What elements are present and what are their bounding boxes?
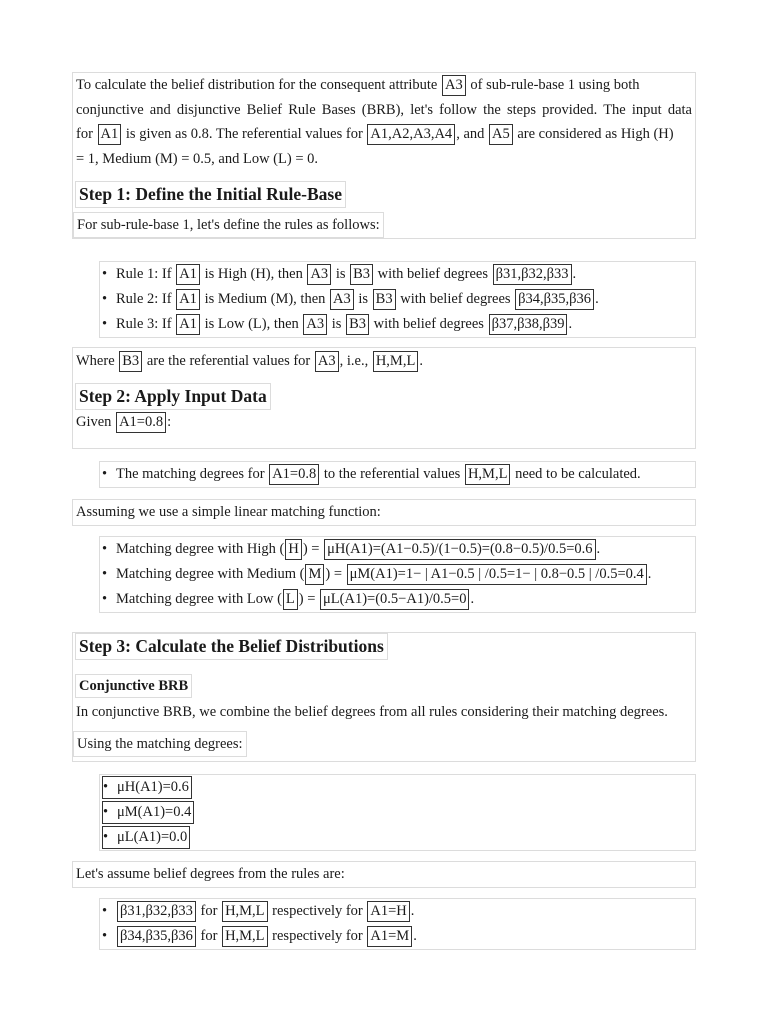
text-span: H,M,L [465, 464, 510, 485]
text-span: The matching degrees for [116, 466, 265, 482]
text-span: H,M,L [222, 926, 267, 947]
list-item: • Matching degree with Low ( L ) = μL(A1)=(0.5−A1)/0.5=0 . [100, 587, 695, 612]
text-span: To calculate the belief distribution for the consequent attribute [76, 77, 438, 93]
text-span: . [470, 591, 475, 607]
text-span: H,M,L [222, 901, 267, 922]
step3-block [72, 632, 696, 762]
text-span: . [647, 566, 652, 582]
text-span: of sub-rule-base 1 using both [470, 77, 640, 93]
text-span: is High (H), then [204, 266, 303, 282]
math-a1-a4: A1,A2,A3,A4 [367, 124, 455, 145]
rules-list [99, 261, 696, 338]
text-span: H,M,L [373, 351, 418, 372]
text-span: Matching degree with High ( [116, 541, 285, 557]
text-span: A1=H [367, 901, 409, 922]
text-span: M [305, 564, 324, 585]
intro-paragraph [72, 72, 696, 239]
list-item: • μM(A1)=0.4 [100, 800, 695, 825]
intro-line-4: = 1, Medium (M) = 0.5, and Low (L) = 0. [76, 150, 318, 167]
text-span: . [413, 928, 417, 944]
text-span: A1 [176, 314, 200, 335]
math-a5: A5 [489, 124, 513, 145]
intro-line-2: conjunctive and disjunctive Belief Rule Bases (BRB), let's follow the steps provided. The input data [76, 101, 692, 118]
text-span: β34,β35,β36 [117, 926, 196, 947]
text-span: to the referential values [323, 466, 461, 482]
text-span: are the referential values for [146, 353, 311, 369]
text-span: A1 [176, 264, 200, 285]
math-a1: A1 [98, 124, 122, 145]
text-span: Rule 1: If [116, 266, 172, 282]
text-span: is Low (L), then [204, 316, 299, 332]
text-span: . [572, 266, 577, 282]
text-span: A3 [315, 351, 339, 372]
text-span: A3 [330, 289, 354, 310]
step2-heading: Step 2: Apply Input Data [75, 383, 271, 410]
step1-text: For sub-rule-base 1, let's define the rules as follows: [73, 212, 384, 239]
degrees-list [99, 536, 696, 613]
text-span: with belief degrees [377, 266, 488, 282]
text-span: Matching degree with Low ( [116, 591, 282, 607]
text-span: Assuming we use a simple linear matching function: [76, 504, 381, 520]
list-item: • Matching degree with Medium ( M ) = μM(A1)=1− | A1−0.5 | /0.5=1− | 0.8−0.5 | /0.5=0.4 . [100, 562, 695, 587]
text-span: . [596, 541, 601, 557]
text-span: with belief degrees [400, 291, 511, 307]
list-item: • β31,β32,β33 for H,M,L respectively for A1=H . [100, 899, 695, 924]
text-span: Let's assume belief degrees from the rules are: [76, 866, 345, 882]
text-span: is Medium (M), then [204, 291, 326, 307]
list-item: • The matching degrees for A1=0.8 to the referential values H,M,L need to be calculated. [100, 462, 695, 487]
list-item: • Matching degree with High ( H ) = μH(A1)=(A1−0.5)/(1−0.5)=(0.8−0.5)/0.5=0.6 . [100, 537, 695, 562]
text-span: B3 [119, 351, 142, 372]
text-span: β37,β38,β39 [489, 314, 568, 335]
text-span: Rule 3: If [116, 316, 172, 332]
mu-list [99, 774, 696, 851]
step2-block [72, 347, 696, 449]
where-line [73, 348, 695, 374]
list-item: • Rule 1: If A1 is High (H), then A3 is B3 with belief degrees β31,β32,β33 . [100, 262, 695, 287]
text-span: , and [456, 126, 485, 142]
text-span: μL(A1)=0.0 [117, 829, 188, 845]
step1-heading: Step 1: Define the Initial Rule-Base [75, 181, 346, 208]
text-span: A3 [303, 314, 327, 335]
text-span: is [358, 291, 369, 307]
list-item: • Rule 2: If A1 is Medium (M), then A3 is B3 with belief degrees β34,β35,β36 . [100, 287, 695, 312]
text-span: Matching degree with Medium ( [116, 566, 305, 582]
list-item: • β34,β35,β36 for H,M,L respectively for A1=M . [100, 924, 695, 949]
text-span: Given [76, 414, 112, 430]
text-span: for [200, 903, 218, 919]
text-span: . [568, 316, 573, 332]
text-span: : [167, 414, 172, 430]
list-item: • μH(A1)=0.6 [100, 775, 695, 800]
text-span: need to be calculated. [515, 466, 641, 482]
text-span: for [200, 928, 218, 944]
text-span: μM(A1)=0.4 [117, 804, 192, 820]
intro-line-1 [73, 73, 695, 98]
text-span: β31,β32,β33 [493, 264, 572, 285]
text-span: A1=0.8 [116, 412, 166, 433]
text-span: H [285, 539, 301, 560]
text-span: ) = [302, 541, 320, 557]
text-span: . [419, 353, 423, 369]
text-span: respectively for [272, 903, 363, 919]
step3-subheading: Conjunctive BRB [75, 674, 192, 698]
beliefs-list [99, 898, 696, 950]
text-span: ) = [298, 591, 316, 607]
text-span: μM(A1)=1− | A1−0.5 | /0.5=1− | 0.8−0.5 | /0.5=0.4 [347, 564, 647, 585]
text-span: μL(A1)=(0.5−A1)/0.5=0 [320, 589, 469, 610]
text-span: is [335, 266, 346, 282]
intro-line-3 [73, 122, 695, 147]
step3-text: In conjunctive BRB, we combine the belief degrees from all rules considering their matching degrees. [76, 704, 668, 720]
text-span: Rule 2: If [116, 291, 172, 307]
assume-paragraph [72, 499, 696, 526]
text-span: L [283, 589, 298, 610]
math-a3: A3 [442, 75, 466, 96]
text-span: B3 [373, 289, 396, 310]
using-text: Using the matching degrees: [73, 731, 247, 758]
step3-heading: Step 3: Calculate the Belief Distributions [75, 633, 388, 660]
list-item: • Rule 3: If A1 is Low (L), then A3 is B3 with belief degrees β37,β38,β39 . [100, 312, 695, 337]
text-span: μH(A1)=(A1−0.5)/(1−0.5)=(0.8−0.5)/0.5=0.6 [324, 539, 595, 560]
text-span: A1=M [367, 926, 412, 947]
text-span: A3 [307, 264, 331, 285]
text-span: . [410, 903, 415, 919]
text-span: A1 [176, 289, 200, 310]
given-line [73, 410, 695, 435]
text-span: . [595, 291, 599, 307]
text-span: is [331, 316, 342, 332]
text-span: are considered as High (H) [517, 126, 674, 142]
text-span: Where [76, 353, 115, 369]
text-span: ) = [325, 566, 342, 582]
matching-list [99, 461, 696, 488]
text-span: respectively for [272, 928, 363, 944]
text-span: for [76, 126, 93, 142]
assume-beliefs-paragraph [72, 861, 696, 888]
text-span: , i.e., [339, 353, 369, 369]
list-item: • μL(A1)=0.0 [100, 825, 695, 850]
text-span: B3 [350, 264, 373, 285]
text-span: B3 [346, 314, 369, 335]
text-span: is given as 0.8. The referential values for [125, 126, 363, 142]
text-span: μH(A1)=0.6 [117, 779, 189, 795]
text-span: with belief degrees [373, 316, 484, 332]
text-span: β34,β35,β36 [515, 289, 594, 310]
text-span: A1=0.8 [269, 464, 319, 485]
text-span: β31,β32,β33 [117, 901, 196, 922]
